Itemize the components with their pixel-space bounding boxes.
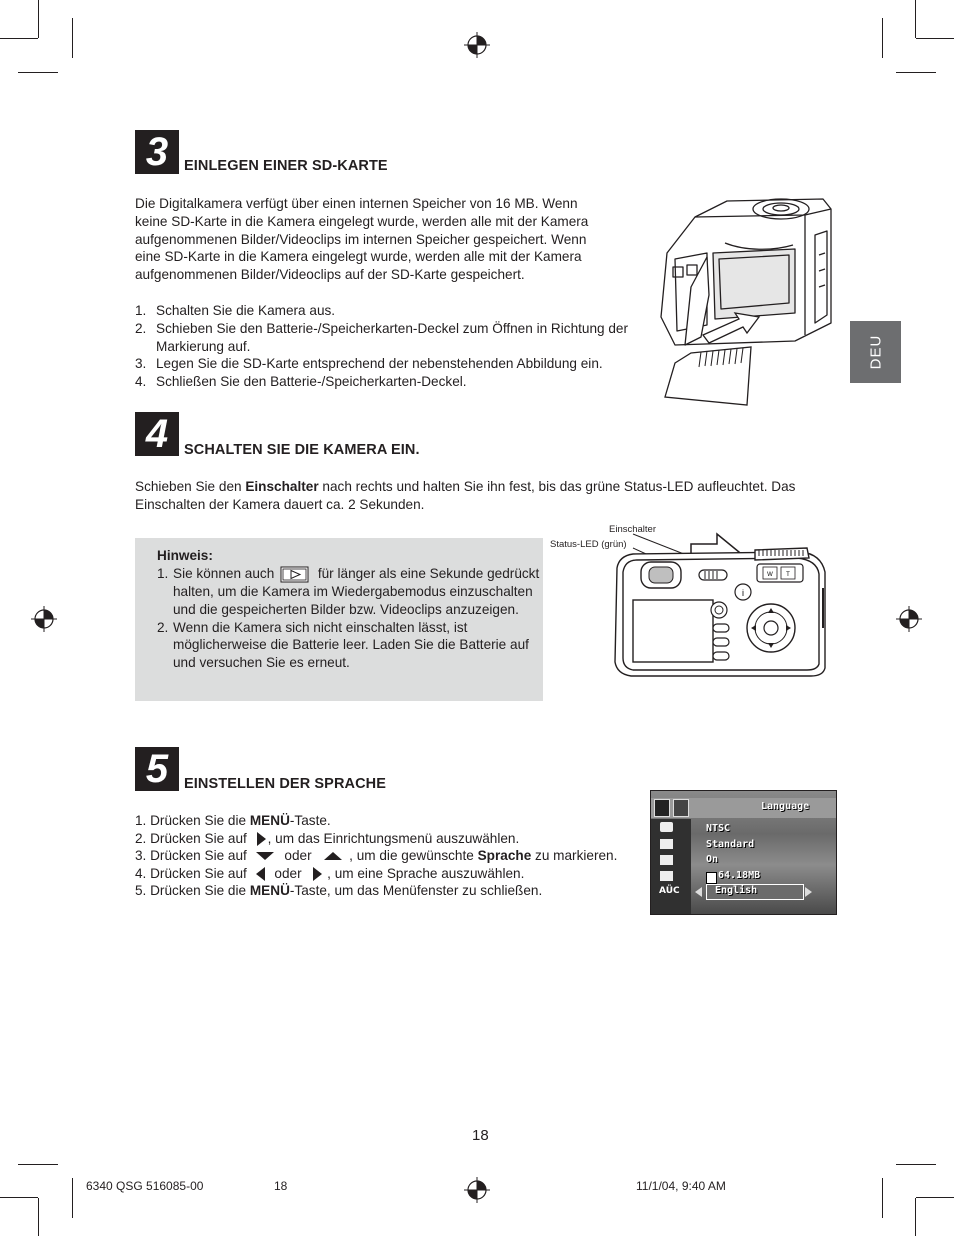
note-text: für länger als eine Sekunde gedrückt halten, um die Kamera im Wiedergabemodus einzuschalten und die gespeicherten Bilder bzw. Videoclips anzuzeigen. (173, 566, 540, 617)
section-5-title: EINSTELLEN DER SPRACHE (184, 776, 386, 792)
note-text: Wenn die Kamera sich nicht einschalten lässt, ist möglicherweise die Batterie leer. Laden Sie die Batterie auf und versuchen Sie es erneut. (173, 619, 529, 671)
footer-page: 18 (274, 1179, 288, 1193)
list-item (135, 865, 617, 883)
step-text: Schließen Sie den Batterie-/Speicherkarten-Deckel. (156, 374, 467, 390)
language-menu-screenshot (650, 790, 837, 915)
section-4-text-part: Schieben Sie den (135, 479, 246, 494)
note-box (135, 538, 543, 701)
list-item (157, 565, 543, 619)
list-item (135, 847, 617, 865)
page-number: 18 (472, 1127, 489, 1144)
menu-term: MENÜ (249, 813, 290, 828)
step-number: 4. (135, 374, 147, 390)
step-text: -Taste. (289, 813, 331, 828)
step-text: zu markieren. (531, 848, 618, 863)
list-item (157, 619, 543, 672)
list-item (135, 302, 640, 320)
list-item (135, 882, 617, 900)
step-number: 3. (135, 356, 147, 372)
crop-mark (0, 38, 38, 39)
menu-item-icon (660, 822, 673, 832)
crop-mark (18, 1164, 58, 1165)
crop-mark (72, 1178, 73, 1218)
section-4-text (135, 478, 845, 514)
section-3-number: 3 (135, 130, 179, 174)
note-text: Sie können auch (173, 566, 275, 581)
step-text: 4. Drücken Sie auf (135, 865, 251, 881)
playback-button-icon (280, 566, 310, 583)
section-3-intro (135, 195, 635, 284)
menu-row-memory: 64.18MB (718, 870, 761, 881)
language-term: Sprache (477, 848, 532, 863)
language-side-tab-label: DEU (867, 334, 884, 370)
step-text: oder (270, 865, 306, 881)
step-number: 2. (135, 320, 147, 336)
crop-mark (38, 1198, 39, 1236)
intro-line: keine SD-Karte in die Kamera eingelegt wurde, werden alle mit der Kamera (135, 213, 589, 229)
step-text: Schalten Sie die Kamera aus. (156, 303, 336, 318)
section-4-number: 4 (135, 412, 179, 456)
intro-line: aufgenommenen Bilder/Videoclips auf der SD-Karte gespeichert. (135, 267, 525, 283)
registration-mark-icon (896, 606, 922, 632)
step-text: , um das Einrichtungsmenü auszuwählen. (267, 830, 520, 846)
step-text: Schieben Sie den Batterie-/Speicherkarten-Deckel zum Öffnen in Richtung der Markierung auf. (156, 320, 629, 354)
menu-right-arrow-icon (805, 887, 812, 897)
crop-mark (882, 1178, 883, 1218)
menu-row-mode: Standard (706, 839, 755, 850)
section-5-steps (135, 812, 617, 900)
list-item (135, 355, 640, 373)
menu-tab-camera (654, 799, 670, 817)
step-text: 5. Drücken Sie die (135, 883, 250, 898)
menu-icon-column (651, 819, 691, 914)
memory-card-icon (706, 872, 717, 884)
registration-mark-icon (464, 1177, 490, 1203)
menu-row-language: English (715, 885, 758, 896)
intro-line: eine SD-Karte in die Kamera eingelegt wurde, werden alle mit der Kamera (135, 249, 582, 265)
list-item (135, 830, 617, 848)
registration-mark-icon (31, 606, 57, 632)
intro-line: aufgenommenen Bilder/Videoclips im internen Speicher gespeichert. Wenn (135, 231, 587, 247)
right-arrow-icon (255, 831, 267, 847)
menu-row-sound: On (706, 854, 719, 865)
left-arrow-icon (255, 866, 267, 882)
note-number: 2. (157, 619, 169, 635)
language-side-tab (850, 321, 901, 383)
footer-timestamp: 11/1/04, 9:40 AM (636, 1179, 726, 1193)
sd-card-insertion-illustration (655, 195, 835, 407)
down-arrow-icon (255, 850, 275, 862)
list-item (135, 812, 617, 830)
power-switch-term: Einschalter (245, 479, 319, 494)
step-text: 3. Drücken Sie auf (135, 848, 251, 863)
power-switch-label: Einschalter (609, 524, 656, 535)
section-4-text-part: nach rechts und halten Sie ihn fest, bis das grüne Status-LED aufleuchtet. Das Einschalten der Kamera dauert ca. 2 Sekunden. (135, 479, 796, 512)
right-arrow-icon (311, 866, 323, 882)
step-number: 1. (135, 303, 147, 318)
section-4-title: SCHALTEN SIE DIE KAMERA EIN. (184, 442, 420, 458)
menu-left-arrow-icon (695, 887, 702, 897)
list-item (135, 320, 640, 356)
note-list (157, 565, 543, 672)
step-text: 2. Drücken Sie auf (135, 830, 251, 846)
crop-mark (916, 38, 954, 39)
svg-text:W: W (767, 572, 773, 578)
crop-mark (72, 18, 73, 58)
section-3-steps (135, 302, 640, 391)
note-number: 1. (157, 566, 169, 581)
status-led-label: Status-LED (grün) (550, 539, 627, 550)
svg-text:T: T (786, 572, 790, 578)
folder-icon (660, 839, 673, 849)
crop-mark (882, 18, 883, 58)
crop-mark (38, 0, 39, 38)
section-3-title: EINLEGEN EINER SD-KARTE (184, 158, 388, 174)
up-arrow-icon (323, 850, 343, 862)
note-title: Hinweis: (157, 548, 213, 563)
section-5-number: 5 (135, 747, 179, 791)
crop-mark (896, 1164, 936, 1165)
menu-item-icon (660, 871, 673, 881)
footer-document-id: 6340 QSG 516085-00 (86, 1179, 204, 1193)
crop-mark (915, 1198, 916, 1236)
crop-mark (915, 0, 916, 38)
crop-mark (896, 72, 936, 73)
registration-mark-icon (464, 32, 490, 58)
menu-title: Language (761, 801, 810, 812)
menu-item-icon (660, 855, 673, 865)
list-item (135, 373, 640, 391)
intro-line: Die Digitalkamera verfügt über einen internen Speicher von 16 MB. Wenn (135, 196, 578, 211)
camera-back-illustration (611, 528, 831, 680)
menu-term: MENÜ (249, 883, 290, 898)
crop-mark (0, 1197, 38, 1198)
step-text: 1. Drücken Sie die (135, 813, 250, 828)
menu-tab-setup (673, 799, 689, 817)
crop-mark (18, 72, 58, 73)
step-text: oder (280, 848, 316, 863)
step-text: , um die gewünschte (345, 848, 478, 863)
svg-text:i: i (742, 588, 744, 598)
crop-mark (916, 1197, 954, 1198)
menu-row-video-out: NTSC (706, 823, 731, 834)
language-icon: AÜC (659, 886, 680, 896)
step-text: -Taste, um das Menüfenster zu schließen. (289, 883, 543, 898)
step-text: , um eine Sprache auszuwählen. (323, 865, 525, 881)
step-text: Legen Sie die SD-Karte entsprechend der nebenstehenden Abbildung ein. (156, 356, 603, 372)
